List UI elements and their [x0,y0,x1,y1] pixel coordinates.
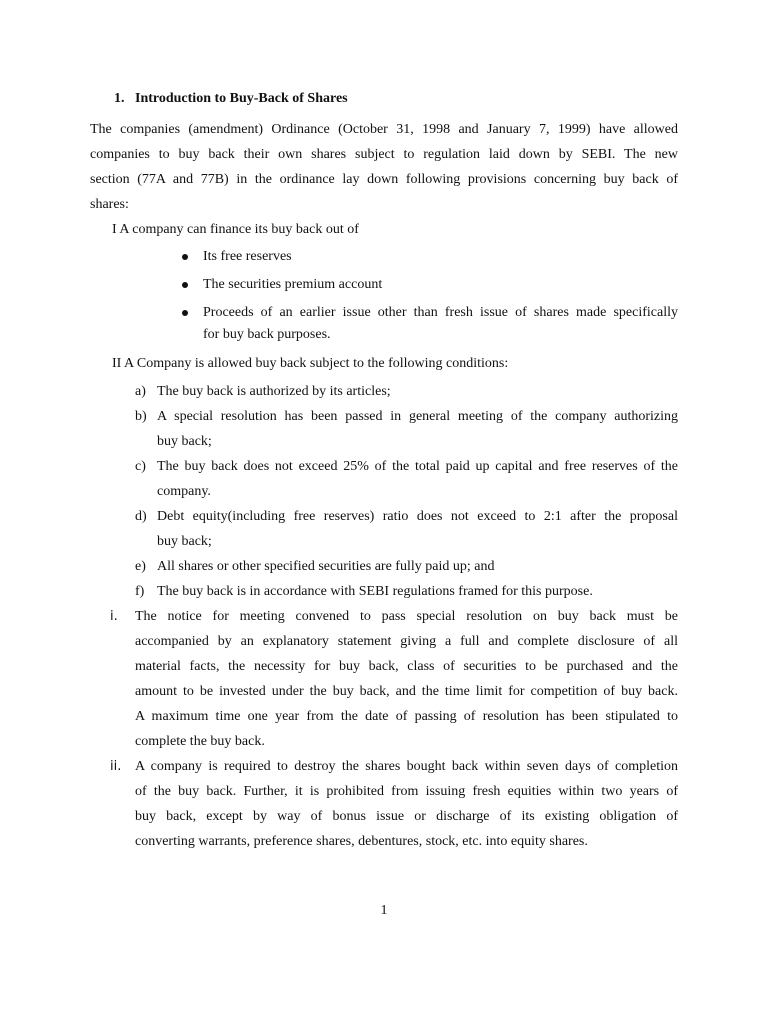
list-item [90,379,678,404]
page-content [90,88,678,854]
list-marker: c) [135,459,146,474]
list-item-text: The buy back does not exceed 25% of the total paid up capital and free reserves of the [157,459,678,474]
list-item-text: The notice for meeting convened to pass special resolution on buy back must be [135,609,678,624]
list-item-text: for buy back purposes. [203,327,331,342]
list-item-text: A special resolution has been passed in general meeting of the company authorizing [157,409,678,424]
intro-paragraph [90,117,678,217]
list-item-text: company. [157,484,211,499]
list-item-text: A maximum time one year from the date of passing of resolution has been stipulated to [135,709,678,724]
list-item-text: buy back; [157,434,212,449]
list-item-text: The securities premium account [203,277,383,292]
list-marker: i. [110,609,118,624]
list-item [179,302,678,346]
list-item-text: accompanied by an explanatory statement giving a full and complete disclosure of all [135,634,678,649]
list-item-text: complete the buy back. [135,734,265,749]
list-item-text: buy back; [157,534,212,549]
list-item [90,754,678,854]
list-item [179,246,678,268]
list-item [90,554,678,579]
intro-line: section (77A and 77B) in the ordinance lay down following provisions concerning buy back of [90,172,678,187]
list-item-text: The buy back is authorized by its articles; [157,384,391,399]
list-item [179,274,678,296]
list-marker: f) [135,584,145,599]
heading-number: 1. [114,91,125,106]
list-item-text: Debt equity(including free reserves) ratio does not exceed to 2:1 after the proposal [157,509,678,524]
bullet-icon [182,282,188,288]
list-marker: e) [135,559,146,574]
list-item [90,604,678,754]
list-item-text: The buy back is in accordance with SEBI regulations framed for this purpose. [157,584,593,599]
list-item [90,454,678,504]
list-item [90,404,678,454]
list-item-text: A company is required to destroy the shares bought back within seven days of completion [135,759,678,774]
page-number: 1 [380,903,388,918]
list-item-text: converting warrants, preference shares, debentures, stock, etc. into equity shares. [135,834,588,849]
list-marker: b) [135,409,147,424]
list-item-text: All shares or other specified securities are fully paid up; and [157,559,495,574]
section-heading [90,88,678,110]
heading-text: Introduction to Buy-Back of Shares [135,91,348,106]
list-item-text: amount to be invested under the buy back, and the time limit for competition of buy back. [135,684,678,699]
subsection-heading-finance: I A company can finance its buy back out of [112,222,359,237]
bullet-list [179,246,678,346]
bullet-icon [182,254,188,260]
list-item-text: of the buy back. Further, it is prohibited from issuing fresh equities within two years of [135,784,678,799]
conditions-list [90,379,678,604]
list-item [90,504,678,554]
bullet-icon [182,310,188,316]
list-item-text: material facts, the necessity for buy back, class of securities to be purchased and the [135,659,678,674]
list-marker: d) [135,509,147,524]
list-marker: a) [135,384,146,399]
intro-line: The companies (amendment) Ordinance (October 31, 1998 and January 7, 1999) have allowed [90,122,678,137]
list-marker: ii. [110,759,122,774]
list-item-text: Its free reserves [203,249,292,264]
intro-line: companies to buy back their own shares subject to regulation laid down by SEBI. The new [90,147,678,162]
list-item [90,579,678,604]
roman-list [90,604,678,854]
list-item-text: buy back, except by way of bonus issue or discharge of its existing obligation of [135,809,678,824]
subsection-heading-conditions: II A Company is allowed buy back subject to the following conditions: [112,356,509,371]
intro-line: shares: [90,197,129,212]
list-item-text: Proceeds of an earlier issue other than fresh issue of shares made specifically [203,305,678,320]
